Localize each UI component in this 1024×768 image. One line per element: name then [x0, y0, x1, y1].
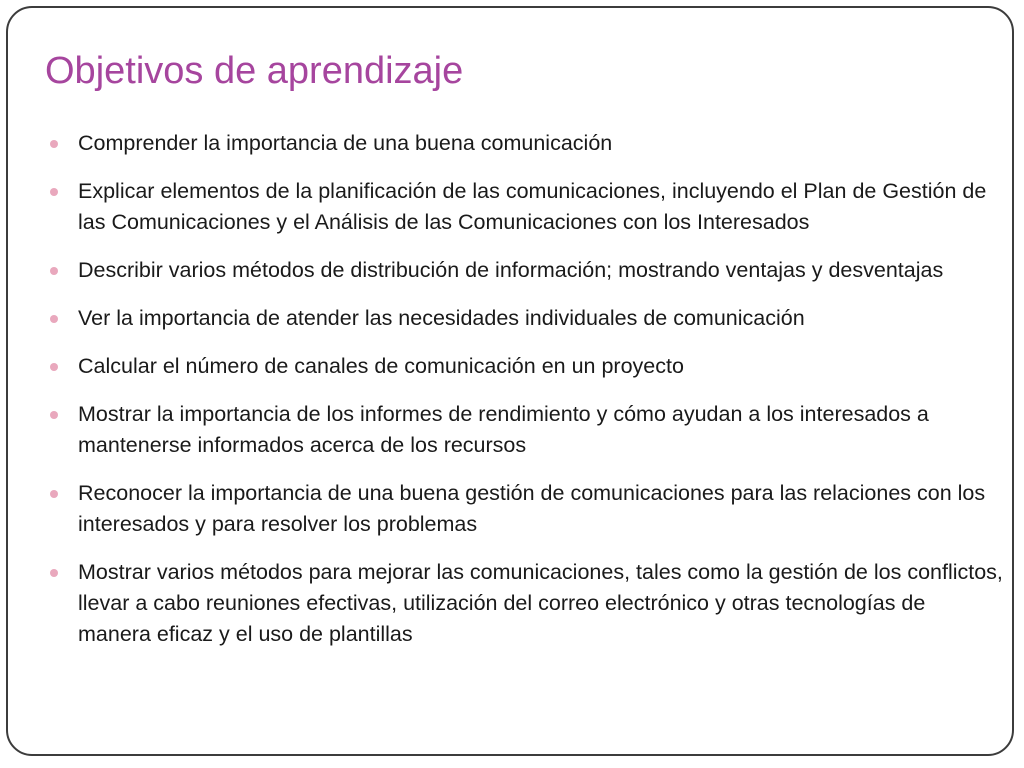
- list-item: [48, 176, 1003, 238]
- slide-title: Objetivos de aprendizaje: [45, 50, 464, 92]
- list-item: [48, 255, 1003, 286]
- slide-frame: [6, 6, 1014, 756]
- list-item: [48, 128, 1003, 159]
- objectives-list: [48, 128, 1003, 667]
- list-item: [48, 478, 1003, 540]
- objective-text: Comprender la importancia de una buena comunicación: [78, 131, 613, 155]
- objective-text: Mostrar varios métodos para mejorar las comunicaciones, tales como la gestión de los conflictos, llevar a cabo reuniones efectivas, utilización del correo electrónico y otras tecnologías de manera eficaz y el uso de plantillas: [78, 560, 1003, 646]
- objective-text: Explicar elementos de la planificación de las comunicaciones, incluyendo el Plan de Gestión de las Comunicaciones y el Análisis de las Comunicaciones con los Interesados: [78, 179, 987, 234]
- bullet-dot-icon: [50, 490, 58, 498]
- objective-text: Ver la importancia de atender las necesidades individuales de comunicación: [78, 306, 805, 330]
- list-item: [48, 351, 1003, 382]
- list-item: [48, 399, 1003, 461]
- objective-text: Mostrar la importancia de los informes de rendimiento y cómo ayudan a los interesados a mantenerse informados acerca de los recursos: [78, 402, 929, 457]
- bullet-dot-icon: [50, 363, 58, 371]
- bullet-dot-icon: [50, 267, 58, 275]
- bullet-dot-icon: [50, 188, 58, 196]
- bullet-dot-icon: [50, 569, 58, 577]
- bullet-dot-icon: [50, 140, 58, 148]
- objective-text: Reconocer la importancia de una buena gestión de comunicaciones para las relaciones con los interesados y para resolver los problemas: [78, 481, 986, 536]
- list-item: [48, 557, 1003, 650]
- bullet-dot-icon: [50, 411, 58, 419]
- bullet-dot-icon: [50, 315, 58, 323]
- list-item: [48, 303, 1003, 334]
- objective-text: Describir varios métodos de distribución de información; mostrando ventajas y desventajas: [78, 258, 944, 282]
- objective-text: Calcular el número de canales de comunicación en un proyecto: [78, 354, 684, 378]
